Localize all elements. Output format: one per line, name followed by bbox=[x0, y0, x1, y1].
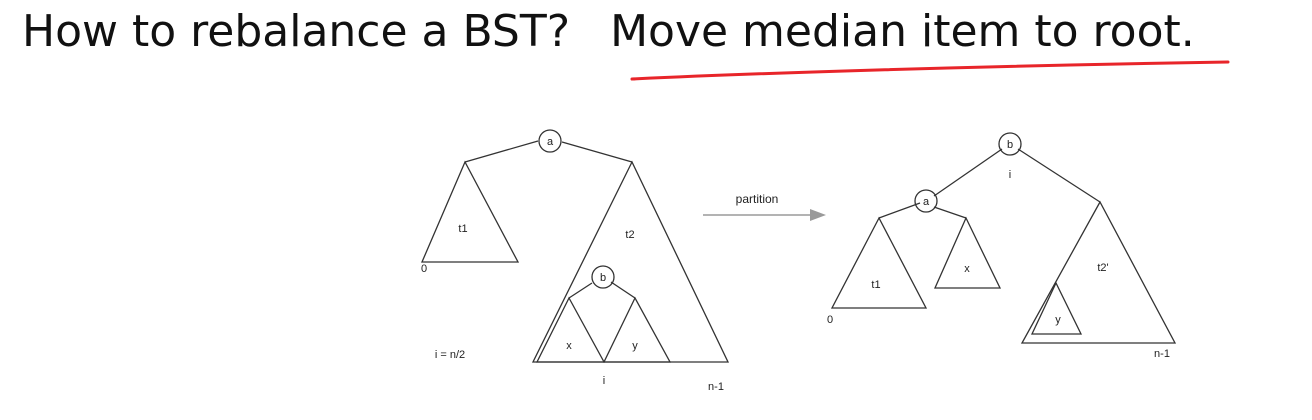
x-label: x bbox=[964, 263, 970, 275]
median-formula-label: i = n/2 bbox=[434, 349, 466, 361]
edge-b-t2prime bbox=[1018, 149, 1100, 202]
edge-b-a bbox=[934, 149, 1002, 196]
subtree-y-triangle bbox=[1032, 283, 1081, 334]
subtree-x-triangle bbox=[935, 218, 1000, 288]
index-0-label: 0 bbox=[826, 314, 834, 326]
index-n-1-label: n-1 bbox=[1154, 348, 1170, 360]
subtree-y-triangle bbox=[604, 298, 670, 362]
answer-underline bbox=[632, 62, 1228, 79]
node-a-label: a bbox=[922, 196, 930, 208]
edge-a-t2 bbox=[562, 142, 632, 162]
t2-label: t2 bbox=[625, 229, 635, 241]
t2prime-label: t2' bbox=[1097, 262, 1109, 274]
heading-answer: Move median item to root. bbox=[610, 6, 1195, 57]
node-b-label: b bbox=[1006, 139, 1014, 151]
subtree-t1-triangle bbox=[832, 218, 926, 308]
edge-a-t1 bbox=[879, 203, 920, 218]
subtree-t2-triangle bbox=[533, 162, 728, 362]
partition-arrow bbox=[703, 192, 826, 221]
edge-a-t1 bbox=[465, 141, 538, 162]
y-label: y bbox=[1055, 314, 1061, 326]
edge-b-y bbox=[611, 282, 635, 298]
heading-question: How to rebalance a BST? bbox=[22, 6, 571, 57]
subtree-x-triangle bbox=[537, 298, 604, 362]
edge-a-x bbox=[934, 207, 966, 218]
index-n-1-label: n-1 bbox=[708, 381, 724, 393]
x-label: x bbox=[566, 340, 572, 352]
edge-b-x bbox=[569, 283, 592, 298]
subtree-t1-triangle bbox=[422, 162, 518, 262]
t1-label: t1 bbox=[458, 223, 468, 235]
node-a-label: a bbox=[546, 136, 554, 148]
y-label: y bbox=[632, 340, 638, 352]
after-tree bbox=[827, 133, 1175, 360]
t1-label: t1 bbox=[871, 279, 881, 291]
partition-label: partition bbox=[735, 192, 779, 206]
index-i-label: i bbox=[602, 375, 606, 387]
arrow-head bbox=[810, 209, 826, 221]
node-b-label: b bbox=[599, 272, 607, 284]
before-tree bbox=[421, 130, 728, 393]
index-0-label: 0 bbox=[420, 263, 428, 275]
root-index-i-label: i bbox=[1008, 169, 1012, 181]
